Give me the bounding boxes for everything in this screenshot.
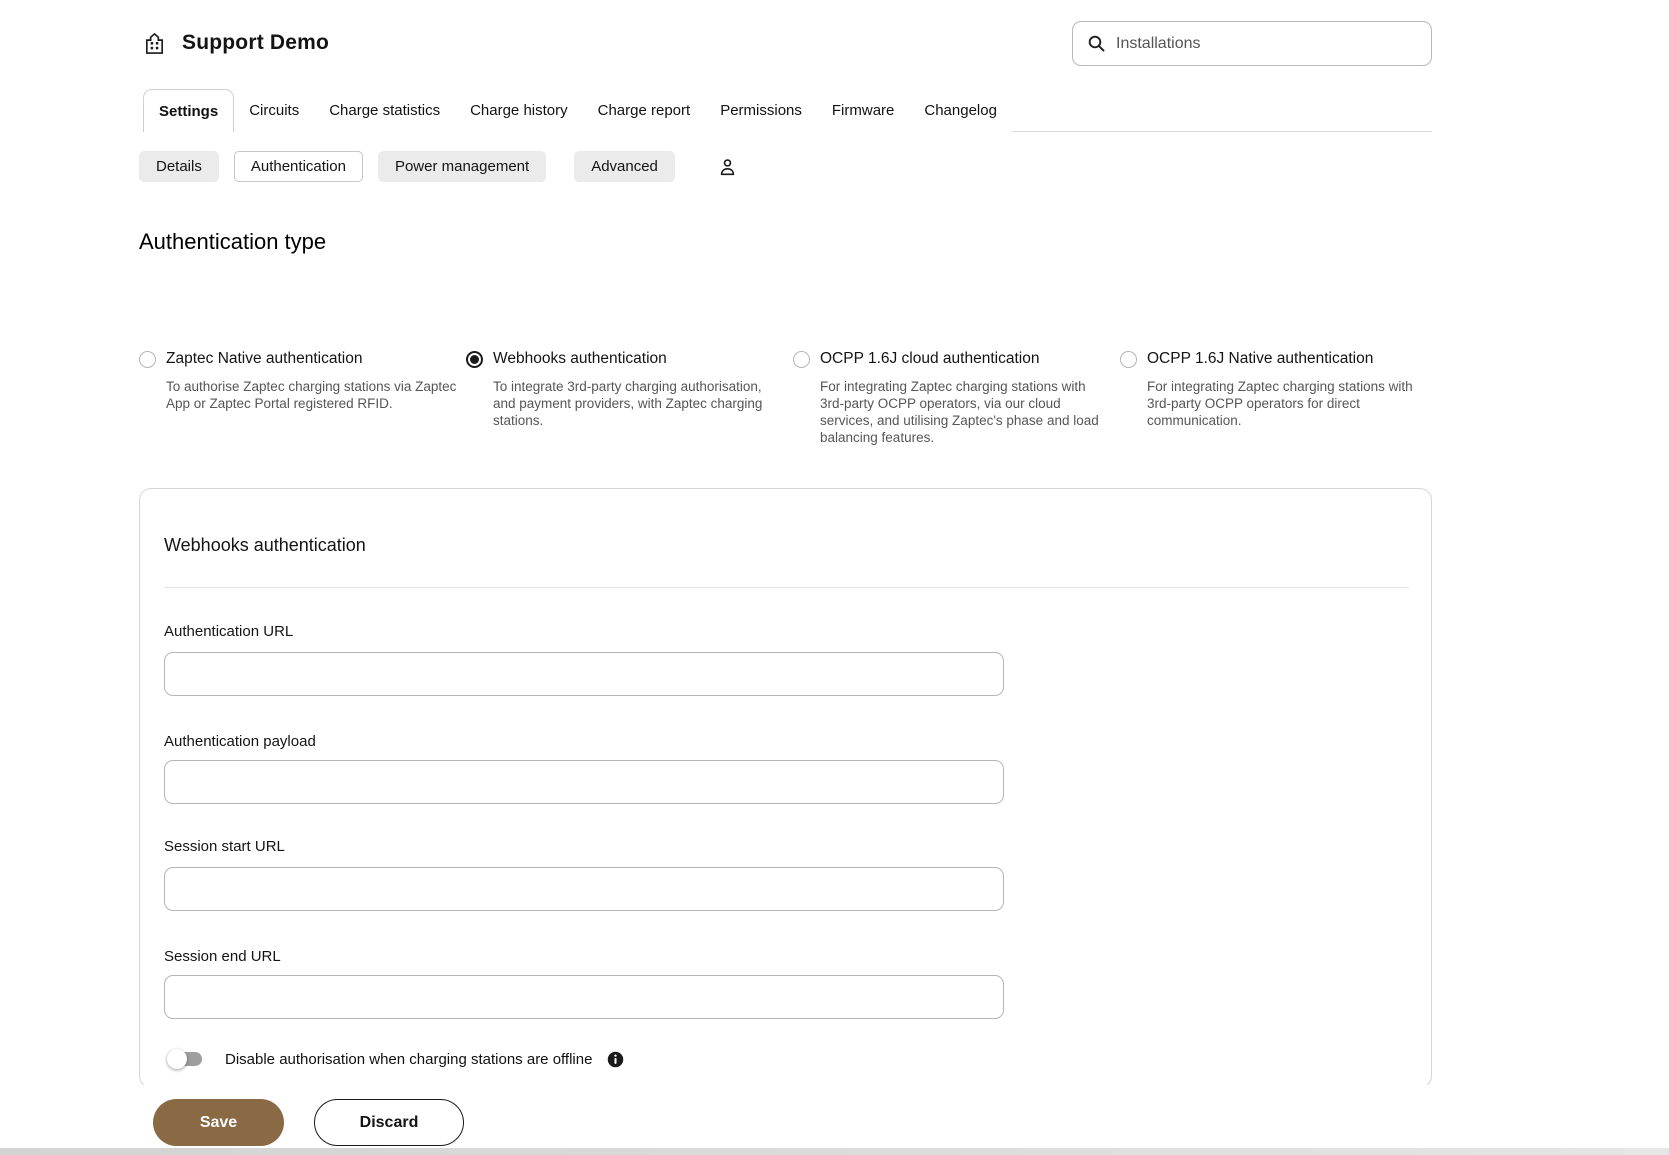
subtab-details[interactable]: Details — [139, 151, 219, 182]
person-icon[interactable] — [719, 158, 736, 176]
radio-unselected-icon[interactable] — [1120, 351, 1137, 368]
footer-actions — [0, 1085, 1669, 1148]
tab-bar — [143, 89, 1012, 132]
bottom-edge-band — [0, 1148, 1669, 1155]
offline-toggle-label: Disable authorisation when charging stations are offline — [225, 1050, 593, 1068]
tab-firmware[interactable]: Firmware — [817, 89, 910, 132]
tab-settings[interactable]: Settings — [143, 89, 234, 132]
offline-toggle-row — [167, 1046, 624, 1072]
auth-option-zaptec-native[interactable] — [139, 350, 457, 412]
auth-option-label: Zaptec Native authentication — [166, 350, 363, 367]
session-end-url-input[interactable] — [164, 975, 1004, 1019]
auth-option-description: For integrating Zaptec charging stations with 3rd-party OCPP operators for direct communication. — [1147, 379, 1413, 428]
tab-permissions[interactable]: Permissions — [705, 89, 817, 132]
tab-charge-history[interactable]: Charge history — [455, 89, 583, 132]
auth-option-webhooks[interactable] — [466, 350, 781, 429]
tab-circuits[interactable]: Circuits — [234, 89, 314, 132]
field-label: Authentication payload — [164, 733, 316, 750]
auth-option-description: To integrate 3rd-party charging authorisation, and payment providers, with Zaptec charging stations. — [493, 379, 763, 428]
section-heading-authentication-type: Authentication type — [139, 229, 327, 254]
info-icon[interactable] — [607, 1051, 624, 1068]
authentication-payload-input[interactable] — [164, 760, 1004, 804]
card-divider — [164, 587, 1409, 588]
field-label: Session start URL — [164, 838, 285, 855]
radio-selected-icon[interactable] — [466, 351, 483, 368]
tab-charge-report[interactable]: Charge report — [583, 89, 706, 132]
search-icon — [1087, 34, 1106, 53]
authentication-url-input[interactable] — [164, 652, 1004, 696]
app-header — [143, 30, 329, 56]
auth-option-label: OCPP 1.6J Native authentication — [1147, 350, 1374, 367]
card-heading: Webhooks authentication — [164, 535, 366, 555]
radio-unselected-icon[interactable] — [793, 351, 810, 368]
page-title: Support Demo — [182, 31, 330, 54]
radio-unselected-icon[interactable] — [139, 351, 156, 368]
webhooks-authentication-card — [139, 488, 1432, 1088]
field-label: Session end URL — [164, 948, 281, 965]
auth-option-label: OCPP 1.6J cloud authentication — [820, 350, 1040, 367]
tab-changelog[interactable]: Changelog — [909, 89, 1012, 132]
subtab-advanced[interactable]: Advanced — [574, 151, 675, 182]
auth-option-ocpp-native[interactable] — [1120, 350, 1435, 429]
session-start-url-input[interactable] — [164, 867, 1004, 911]
toggle-knob — [167, 1049, 187, 1069]
auth-option-description: To authorise Zaptec charging stations via Zaptec App or Zaptec Portal registered RFID. — [166, 379, 457, 411]
field-label: Authentication URL — [164, 623, 294, 640]
auth-option-description: For integrating Zaptec charging stations with 3rd-party OCPP operators, via our cloud services, and utilising Zaptec's phase and load balancing features. — [820, 379, 1099, 445]
building-icon — [143, 30, 166, 56]
subtab-power-management[interactable]: Power management — [378, 151, 546, 182]
search-box[interactable] — [1072, 21, 1432, 66]
offline-toggle-switch[interactable] — [167, 1049, 204, 1069]
subtab-bar — [139, 151, 736, 182]
tab-charge-statistics[interactable]: Charge statistics — [314, 89, 455, 132]
subtab-authentication[interactable]: Authentication — [234, 151, 363, 182]
discard-button[interactable]: Discard — [314, 1099, 464, 1146]
auth-option-label: Webhooks authentication — [493, 350, 667, 367]
save-button[interactable]: Save — [153, 1099, 284, 1146]
search-input[interactable] — [1116, 35, 1417, 53]
auth-option-ocpp-cloud[interactable] — [793, 350, 1108, 446]
